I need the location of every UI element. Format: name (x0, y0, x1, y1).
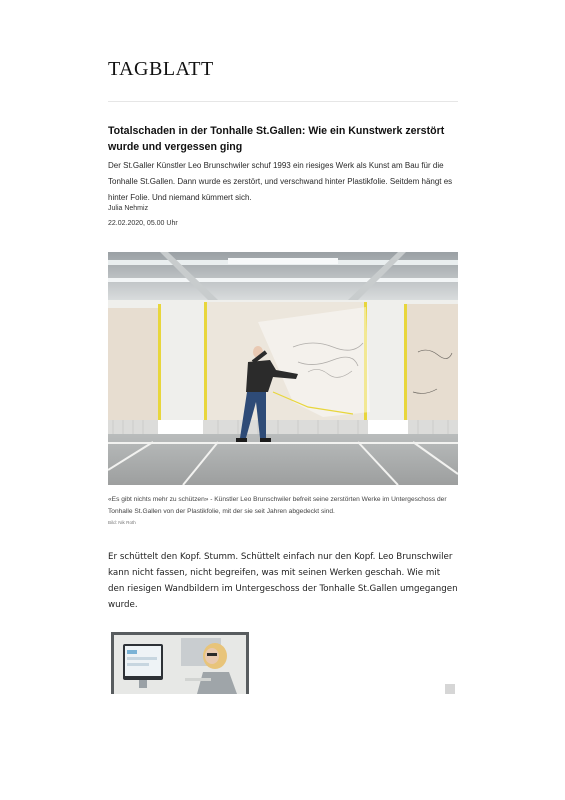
header-divider (108, 101, 458, 102)
photo-caption: «Es gibt nichts mehr zu schützen» - Künstler Leo Brunschwiler befreit seine zerstörten Werke im Untergeschoss der Tonhalle St.Gallen von der Plastikfolie, mit der sie seit Jahren abgedeckt sind. (108, 496, 447, 515)
article-lead: Der St.Galler Künstler Leo Brunschwiler schuf 1993 ein riesiges Werk als Kunst am Bau für die Tonhalle St.Gallen. Dann wurde es zerstört, und verschwand hinter Plastikfolie. Seitdem hängt es hinter Folie. Und niemand kümmert sich. (108, 161, 453, 202)
article-headline: Totalschaden in der Tonhalle St.Gallen: Wie ein Kunstwerk zerstört wurde und vergessen ging (108, 125, 445, 153)
photo-credit: Bild: Nik Roth (108, 520, 136, 525)
article-photo[interactable] (108, 252, 458, 485)
artist-unwrapping-mural-image (108, 252, 458, 485)
ad-image-woman-at-computer (111, 632, 249, 694)
site-logo[interactable]: TAGBLATT (108, 58, 214, 80)
ad-expand-handle[interactable] (445, 684, 455, 694)
article-date: 22.02.2020, 05.00 Uhr (108, 220, 178, 227)
article-author[interactable]: Julia Nehmiz (108, 205, 149, 212)
advertisement[interactable] (111, 632, 249, 694)
article-body-paragraph: Er schüttelt den Kopf. Stumm. Schüttelt einfach nur den Kopf. Leo Brunschwiler kann nicht fassen, nicht begreifen, was mit seinen Werken geschah. Wie mit den riesigen Wandbildern im Untergeschoss der Tonhalle St.Gallen umgegangen wurde. (108, 552, 458, 610)
